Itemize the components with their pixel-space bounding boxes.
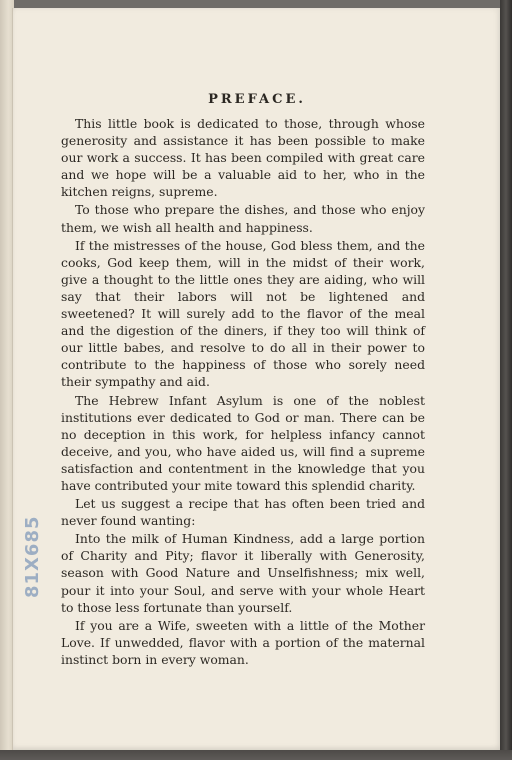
preface-body [61,115,425,669]
cover-edge-bottom [0,750,512,760]
paragraph: If you are a Wife, sweeten with a little of the Mother Love. If unwedded, flavor with a portion of the maternal instinct born in every woman. [61,617,425,667]
paragraph: The Hebrew Infant Asylum is one of the noblest institutions ever dedicated to God or man. There can be no deception in this work, for helpless infancy cannot deceive, and you, who have aided us, will find a supreme satisfaction and contentment in the knowledge that you have contributed your mite toward this splendid charity. [61,392,425,493]
cover-edge-right [500,0,512,760]
paragraph: If the mistresses of the house, God bless them, and the cooks, God keep them, will in the midst of their work, give a thought to the little ones they are aiding, who will say that their labors will not be lightened and sweetened? It will surely add to the flavor of the meal and the digestion of the diners, if they too will think of our little babes, and resolve to do all in their power to contribute to the happiness of those who sorely need their sympathy and aid. [61,237,425,390]
paragraph: This little book is dedicated to those, through whose generosity and assistance it has been possible to make our work a success. It has been compiled with great care and we hope will be a valuable aid to her, who in the kitchen reigns, supreme. [61,116,425,200]
page-title: PREFACE. [208,92,306,107]
library-stamp: 81X685 [22,515,43,598]
paragraph: Let us suggest a recipe that has often been tried and never found wanting: [61,496,425,529]
paragraph: Into the milk of Human Kindness, add a large portion of Charity and Pity; flavor it liberally with Generosity, season with Good Nature and Unselfishness; mix well, pour it into your Soul, and serve with your whole Heart to those less fortunate than yourself. [61,531,425,615]
book-page [12,8,501,750]
paragraph: To those who prepare the dishes, and those who enjoy them, we wish all health and happiness. [61,202,425,235]
